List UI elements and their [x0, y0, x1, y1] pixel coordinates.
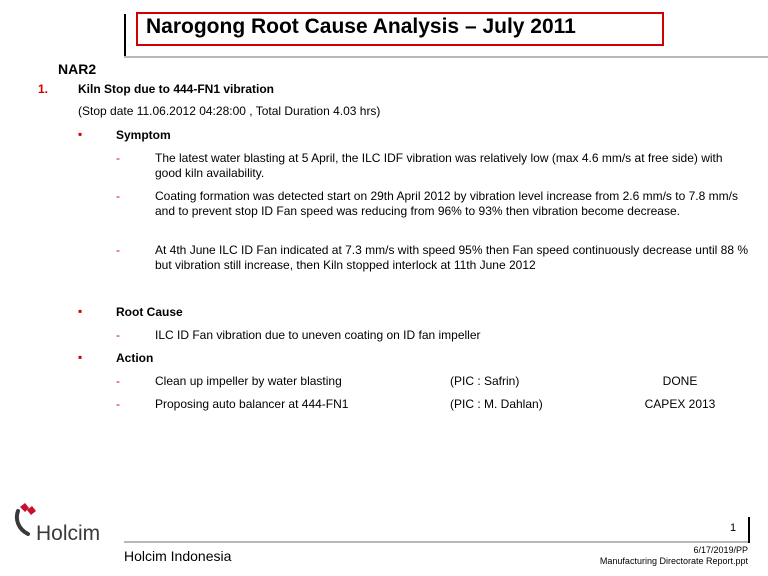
- dash-icon: -: [116, 151, 120, 165]
- action-pic: (PIC : M. Dahlan): [450, 397, 543, 411]
- item-number: 1.: [38, 82, 49, 96]
- action-task: Proposing auto balancer at 444-FN1: [155, 397, 349, 411]
- dash-icon: -: [116, 243, 120, 257]
- action-task: Clean up impeller by water blasting: [155, 374, 342, 388]
- item-title: Kiln Stop due to 444-FN1 vibration: [78, 82, 275, 96]
- footer-divider: [124, 541, 750, 543]
- bullet-icon: ▪: [78, 304, 83, 318]
- root-cause-point: ILC ID Fan vibration due to uneven coating on ID fan impeller: [155, 328, 481, 342]
- header-divider-vertical: [124, 14, 126, 56]
- header-divider: [124, 56, 768, 58]
- dash-icon: -: [116, 328, 120, 342]
- action-status: DONE: [662, 374, 698, 388]
- company-name: Holcim Indonesia: [124, 548, 232, 564]
- root-cause-heading: Root Cause: [116, 305, 183, 319]
- footer-filename: Manufacturing Directorate Report.ppt: [599, 556, 748, 566]
- action-pic: (PIC : Safrin): [450, 374, 520, 388]
- stop-info: (Stop date 11.06.2012 04:28:00 , Total Duration 4.03 hrs): [78, 104, 381, 118]
- footer-divider-vertical: [748, 517, 750, 543]
- symptom-heading: Symptom: [116, 128, 171, 142]
- symptom-point: The latest water blasting at 5 April, the ILC IDF vibration was relatively low (max 4.6 mm/s at free side) with good kiln availability.: [155, 151, 723, 180]
- dash-icon: -: [116, 374, 120, 388]
- action-heading: Action: [116, 351, 154, 365]
- symptom-point: At 4th June ILC ID Fan indicated at 7.3 mm/s with speed 95% then Fan speed continuously decrease until 88 % but vibration still increase, then Kiln stopped interlock at 11th June 2012: [155, 243, 749, 272]
- dash-icon: -: [116, 397, 120, 411]
- dash-icon: -: [116, 189, 120, 203]
- footer-date: 6/17/2019/PP: [693, 545, 748, 555]
- plant-label: NAR2: [58, 61, 97, 77]
- bullet-icon: ▪: [78, 350, 83, 364]
- page-title: Narogong Root Cause Analysis – July 2011: [146, 15, 576, 38]
- page-number: 1: [730, 522, 737, 534]
- holcim-logo-text: Holcim: [36, 522, 101, 545]
- symptom-point: Coating formation was detected start on 29th April 2012 by vibration level increase from 2.6 mm/s to 7.8 mm/s and to prevent stop ID Fan speed was reducing from 96% to 93% then vibration become decrease.: [155, 189, 738, 218]
- action-status: CAPEX 2013: [644, 397, 716, 411]
- bullet-icon: ▪: [78, 127, 83, 141]
